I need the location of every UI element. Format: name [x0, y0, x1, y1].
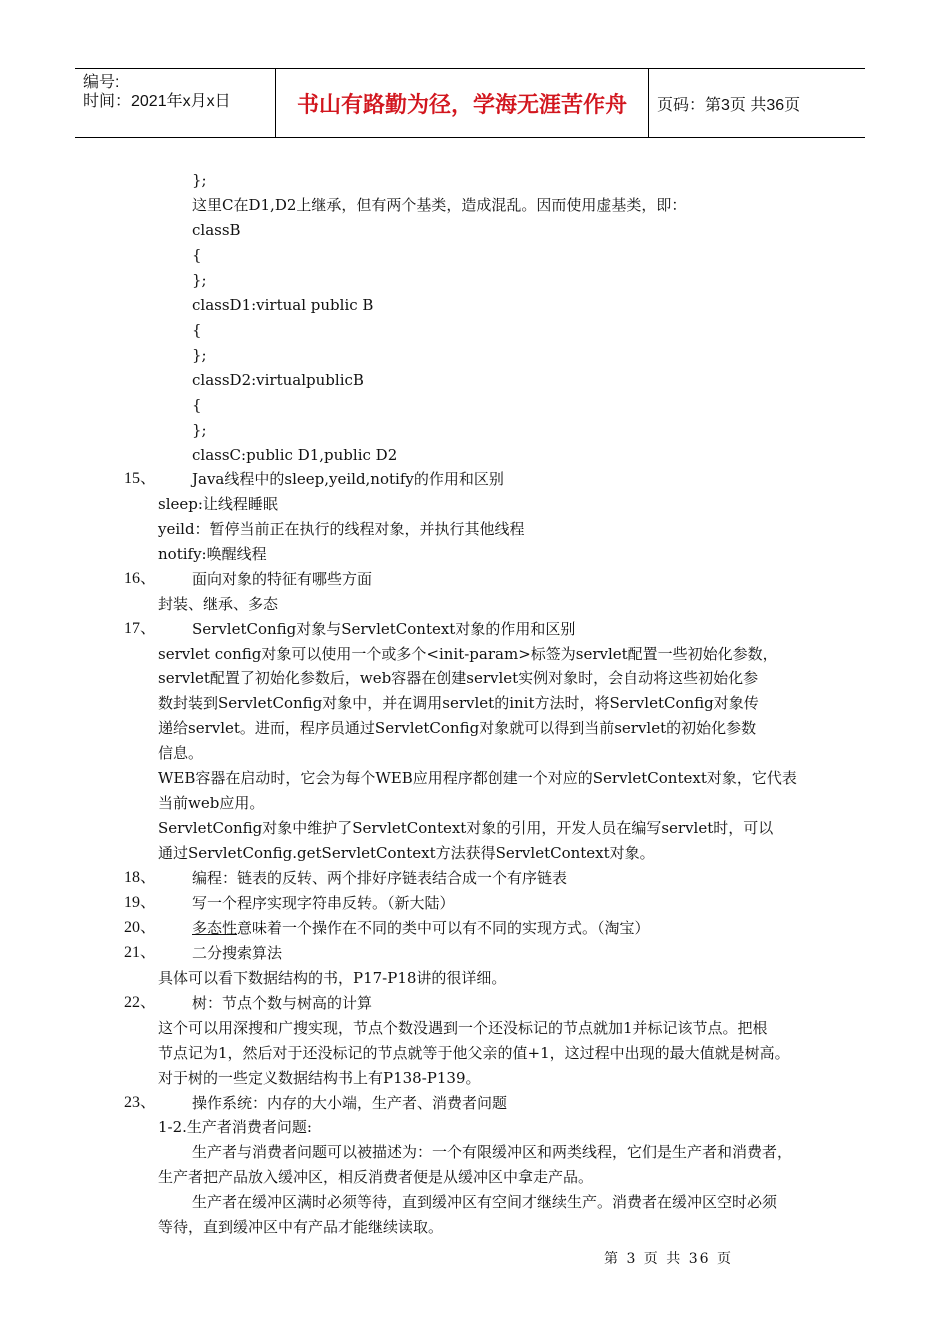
page-footer: 第 3 页 共 36 页	[604, 1251, 733, 1267]
item-title: 树：节点个数与树高的计算	[192, 994, 373, 1012]
answer-line: servlet配置了初始化参数后，web容器在创建servlet实例对象时，会自动将这些初始化参	[158, 669, 759, 687]
item-title: Java线程中的sleep,yeild,notify的作用和区别	[192, 470, 504, 488]
answer-line: 生产者与消费者问题可以被描述为：一个有限缓冲区和两类线程，它们是生产者和消费者，	[192, 1143, 793, 1161]
header-meta-cell	[75, 69, 276, 137]
item-number: 16、	[124, 570, 157, 587]
answer-line: 生产者在缓冲区满时必须等待，直到缓冲区有空间才继续生产。消费者在缓冲区空时必须	[192, 1193, 778, 1211]
page-header	[75, 68, 865, 138]
serial-label: 编号:	[83, 74, 120, 91]
time-label: 时间：2021年x月x日	[83, 93, 231, 110]
answer-line: 这个可以用深搜和广搜实现，节点个数没遇到一个还没标记的节点就加1并标记该节点。把根	[158, 1019, 768, 1037]
motto: 书山有路勤为径，学海无涯苦作舟	[276, 69, 649, 137]
answer-line: servlet config对象可以使用一个或多个<init-param>标签为servlet配置一些初始化参数，	[158, 645, 778, 663]
item-title: 面向对象的特征有哪些方面	[192, 570, 373, 588]
item-title: 二分搜索算法	[192, 944, 283, 962]
item-number: 19、	[124, 894, 157, 911]
answer-line: 对于树的一些定义数据结构书上有P138-P139。	[158, 1069, 481, 1087]
code-line: };	[192, 346, 207, 364]
answer-line: 信息。	[158, 744, 204, 762]
code-line: classB	[192, 221, 241, 239]
code-line: classD2:virtualpublicB	[192, 371, 364, 389]
answer-line: 通过ServletConfig.getServletContext方法获得ServletContext对象。	[158, 844, 655, 862]
item-number: 17、	[124, 620, 157, 637]
answer-line: 等待，直到缓冲区中有产品才能继续读取。	[158, 1218, 444, 1236]
code-line: classC:public D1,public D2	[192, 446, 398, 464]
item-number: 23、	[124, 1094, 157, 1111]
code-line: };	[192, 271, 207, 289]
item-number: 20、	[124, 919, 157, 936]
answer-line: WEB容器在启动时，它会为每个WEB应用程序都创建一个对应的ServletContext对象，它代表	[158, 769, 797, 787]
answer-line: 1-2.生产者消费者问题:	[158, 1118, 312, 1136]
answer-line: sleep:让线程睡眠	[158, 495, 278, 513]
item-title: 意味着一个操作在不同的类中可以有不同的实现方式。（淘宝）	[237, 919, 650, 937]
answer-line: 具体可以看下数据结构的书，P17-P18讲的很详细。	[158, 969, 507, 987]
item-title-row	[192, 918, 650, 938]
text-line: 这里C在D1,D2上继承，但有两个基类，造成混乱。因而使用虚基类，即：	[192, 196, 687, 214]
item-title: 编程：链表的反转、两个排好序链表结合成一个有序链表	[192, 869, 568, 887]
underlined-term: 多态性	[192, 919, 238, 937]
code-line: {	[192, 396, 202, 414]
item-number: 22、	[124, 994, 157, 1011]
item-title: 操作系统：内存的大小端，生产者、消费者问题	[192, 1094, 508, 1112]
code-line: {	[192, 246, 202, 264]
item-number: 21、	[124, 944, 157, 961]
code-line: };	[192, 421, 207, 439]
answer-line: 生产者把产品放入缓冲区，相反消费者便是从缓冲区中拿走产品。	[158, 1168, 594, 1186]
item-number: 18、	[124, 869, 157, 886]
answer-line: yeild：暂停当前正在执行的线程对象，并执行其他线程	[158, 520, 525, 538]
answer-line: notify:唤醒线程	[158, 545, 267, 563]
answer-line: 节点记为1，然后对于还没标记的节点就等于他父亲的值+1，这过程中出现的最大值就是树高。	[158, 1044, 790, 1062]
answer-line: 递给servlet。进而，程序员通过ServletConfig对象就可以得到当前servlet的初始化参数	[158, 719, 757, 737]
item-title: ServletConfig对象与ServletContext对象的作用和区别	[192, 620, 576, 638]
answer-line: ServletConfig对象中维护了ServletContext对象的引用，开发人员在编写servlet时，可以	[158, 819, 774, 837]
answer-line: 数封装到ServletConfig对象中，并在调用servlet的init方法时，将ServletConfig对象传	[158, 694, 759, 712]
page-info: 页码：第3页 共36页	[657, 96, 801, 114]
answer-line: 当前web应用。	[158, 794, 265, 812]
code-line: };	[192, 171, 207, 189]
item-title: 写一个程序实现字符串反转。（新大陆）	[192, 894, 455, 912]
code-line: {	[192, 321, 202, 339]
item-number: 15、	[124, 470, 157, 487]
code-line: classD1:virtual public B	[192, 296, 374, 314]
answer-line: 封装、继承、多态	[158, 595, 279, 613]
